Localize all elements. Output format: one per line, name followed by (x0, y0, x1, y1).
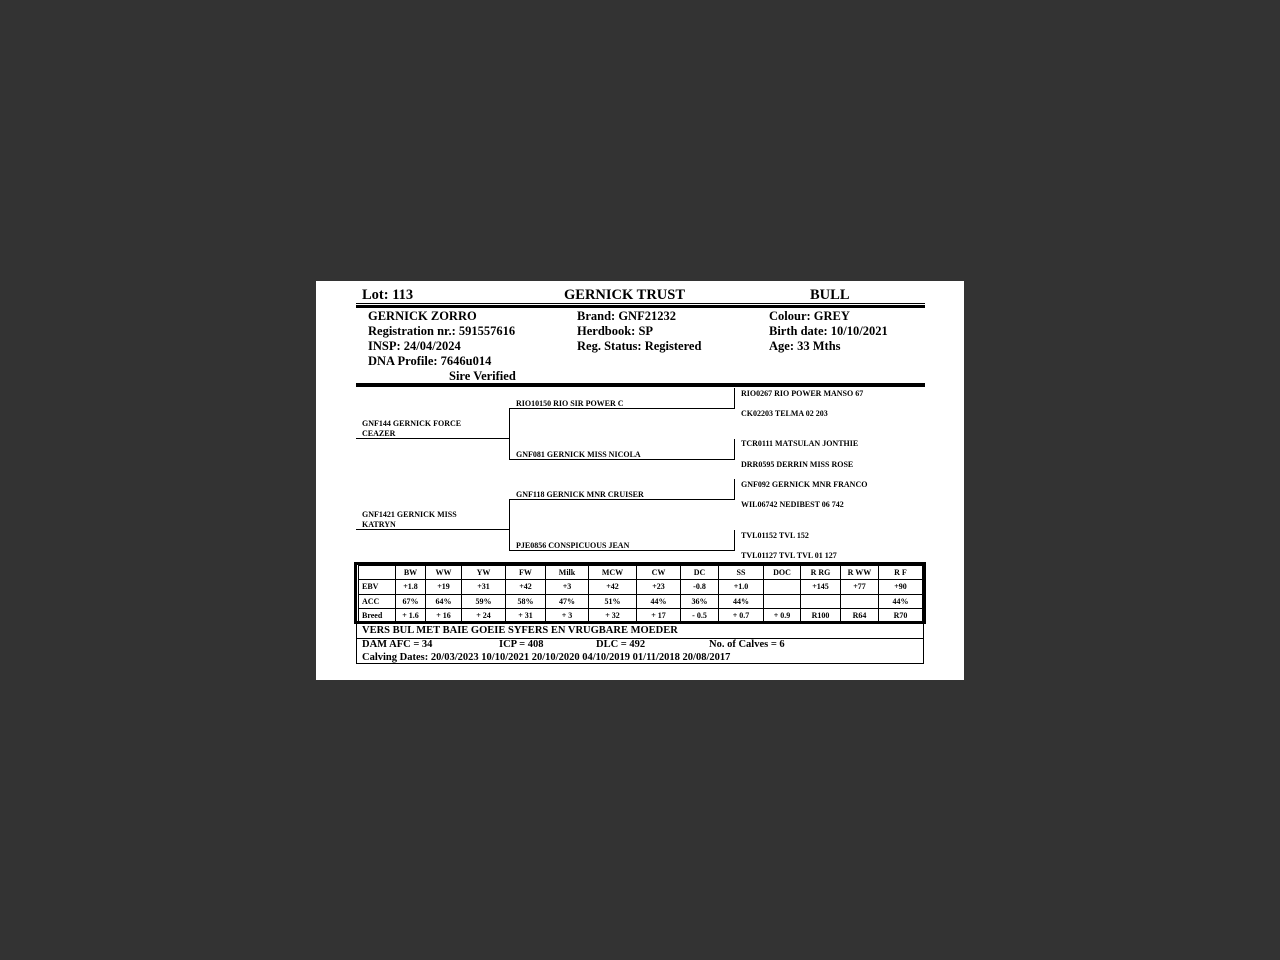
stats-row-cell: EBV (359, 580, 396, 594)
stats-row-cell: +145 (801, 580, 841, 594)
age: Age: 33 Mths (769, 339, 841, 353)
sire-label: GNF144 GERNICK FORCE CEAZER (362, 419, 462, 438)
stats-row-cell (841, 594, 879, 608)
herdbook: Herdbook: SP (577, 324, 654, 338)
ss-sire-label: RIO0267 RIO POWER MANSO 67 (741, 389, 864, 398)
dam-sire-label: GNF118 GERNICK MNR CRUISER (516, 490, 644, 499)
lot-card (316, 281, 964, 680)
header-rule-thick (356, 305, 925, 308)
stats-row-cell: +90 (879, 580, 923, 594)
stats-header-row-cell: DOC (764, 566, 801, 580)
dam-line (356, 529, 510, 530)
stats-row-cell: 51% (589, 594, 637, 608)
stats-row-cell: + 0.9 (764, 608, 801, 622)
stats-row-cell (764, 594, 801, 608)
stats-row-cell: +31 (462, 580, 506, 594)
stats-row-cell: + 31 (506, 608, 546, 622)
registration-number: Registration nr.: 591557616 (368, 324, 516, 338)
sire-sire-line (509, 408, 735, 409)
stats-header-row-cell (359, 566, 396, 580)
stats-header-row-cell: R WW (841, 566, 879, 580)
sire-line (356, 438, 510, 439)
stats-header-row-cell: SS (719, 566, 764, 580)
calving-dates: Calving Dates: 20/03/2023 10/10/2021 20/10/2020 04/10/2019 01/11/2018 20/08/2017 (362, 652, 731, 663)
dam-icp: ICP = 408 (499, 639, 544, 650)
comment-text: VERS BUL MET BAIE GOEIE SYFERS EN VRUGBARE MOEDER (362, 625, 678, 636)
dam-info-box (356, 638, 924, 664)
dd-sire-label: TVL01152 TVL 152 (741, 531, 809, 540)
stats-row-cell: R100 (801, 608, 841, 622)
ebv-grid (358, 565, 923, 623)
stats-row-cell: + 0.7 (719, 608, 764, 622)
stats-header-row-cell: FW (506, 566, 546, 580)
dam-dam-line (509, 550, 735, 551)
stats-row-cell: -0.8 (681, 580, 719, 594)
dam-afc: DAM AFC = 34 (362, 639, 433, 650)
dam-dlc: DLC = 492 (596, 639, 646, 650)
sire-verified: Sire Verified (449, 369, 516, 383)
dd-dam-label: TVL01127 TVL TVL 01 127 (741, 551, 837, 560)
stats-header-row-cell: Milk (546, 566, 589, 580)
birth-date: Birth date: 10/10/2021 (769, 324, 888, 338)
stats-row-cell: +1.8 (396, 580, 426, 594)
calves-count: No. of Calves = 6 (709, 639, 785, 650)
dam-dam-label: PJE0856 CONSPICUOUS JEAN (516, 541, 630, 550)
sire-sire-label: RIO10150 RIO SIR POWER C (516, 399, 624, 408)
info-rule (356, 383, 925, 387)
stats-header-row-cell: CW (637, 566, 681, 580)
ss-bracket (734, 388, 735, 408)
stats-row-cell: 47% (546, 594, 589, 608)
brand: Brand: GNF21232 (577, 309, 676, 323)
stats-header-row-cell: WW (426, 566, 462, 580)
stats-row-cell: + 32 (589, 608, 637, 622)
dna-profile: DNA Profile: 7646u014 (368, 354, 492, 368)
stats-row-cell: +42 (506, 580, 546, 594)
header-rule-thin (356, 303, 925, 304)
stats-header-row-cell: MCW (589, 566, 637, 580)
lot-number: Lot: 113 (362, 287, 414, 303)
dam-label: GNF1421 GERNICK MISS KATRYN (362, 510, 457, 529)
ebv-table (354, 562, 926, 624)
stats-row-cell (801, 594, 841, 608)
stats-row-cell: + 16 (426, 608, 462, 622)
sire-dam-label: GNF081 GERNICK MISS NICOLA (516, 450, 641, 459)
stats-row-cell: 64% (426, 594, 462, 608)
dam-bracket (509, 499, 510, 551)
stats-row-cell: +23 (637, 580, 681, 594)
seller-name: GERNICK TRUST (564, 287, 685, 303)
sire-dam-line (509, 459, 735, 460)
stats-row-cell: + 17 (637, 608, 681, 622)
stats-row-cell: 59% (462, 594, 506, 608)
ds-sire-label: GNF092 GERNICK MNR FRANCO (741, 480, 868, 489)
stats-row-cell: 58% (506, 594, 546, 608)
stats-row-cell: +1.0 (719, 580, 764, 594)
ds-bracket (734, 479, 735, 499)
sd-dam-label: DRR0595 DERRIN MISS ROSE (741, 460, 854, 469)
reg-status: Reg. Status: Registered (577, 339, 702, 353)
stats-row-cell: +19 (426, 580, 462, 594)
sd-sire-label: TCR0111 MATSULAN JONTHIE (741, 439, 859, 448)
stats-row-cell: 44% (637, 594, 681, 608)
dd-bracket (734, 530, 735, 550)
sd-bracket (734, 439, 735, 459)
stats-row-cell: + 1.6 (396, 608, 426, 622)
stats-row (359, 580, 923, 594)
stats-row-cell: +3 (546, 580, 589, 594)
stats-row-cell: +42 (589, 580, 637, 594)
colour: Colour: GREY (769, 309, 850, 323)
animal-name: GERNICK ZORRO (368, 309, 477, 323)
stats-row-cell: Breed (359, 608, 396, 622)
stats-row-cell: ACC (359, 594, 396, 608)
inspection-date: INSP: 24/04/2024 (368, 339, 461, 353)
stats-row-cell: 44% (879, 594, 923, 608)
stats-header-row-cell: BW (396, 566, 426, 580)
stats-row-cell: + 3 (546, 608, 589, 622)
stats-row-cell: R70 (879, 608, 923, 622)
stats-row-cell: R64 (841, 608, 879, 622)
stats-row-cell: 67% (396, 594, 426, 608)
dam-sire-line (509, 499, 735, 500)
stats-row-cell: - 0.5 (681, 608, 719, 622)
stats-header-row-cell: YW (462, 566, 506, 580)
animal-category: BULL (810, 287, 850, 303)
stats-header-row-cell: DC (681, 566, 719, 580)
stats-row-cell (764, 580, 801, 594)
stats-row-cell: + 24 (462, 608, 506, 622)
sire-bracket (509, 408, 510, 460)
stats-row (359, 608, 923, 622)
stats-row-cell: 36% (681, 594, 719, 608)
stats-header-row (359, 566, 923, 580)
stats-header-row-cell: R F (879, 566, 923, 580)
stats-row-cell: +77 (841, 580, 879, 594)
comment-box (356, 623, 924, 639)
stats-row-cell: 44% (719, 594, 764, 608)
ds-dam-label: WIL06742 NEDIBEST 06 742 (741, 500, 844, 509)
ss-dam-label: CK02203 TELMA 02 203 (741, 409, 828, 418)
stats-header-row-cell: R RG (801, 566, 841, 580)
stats-row (359, 594, 923, 608)
